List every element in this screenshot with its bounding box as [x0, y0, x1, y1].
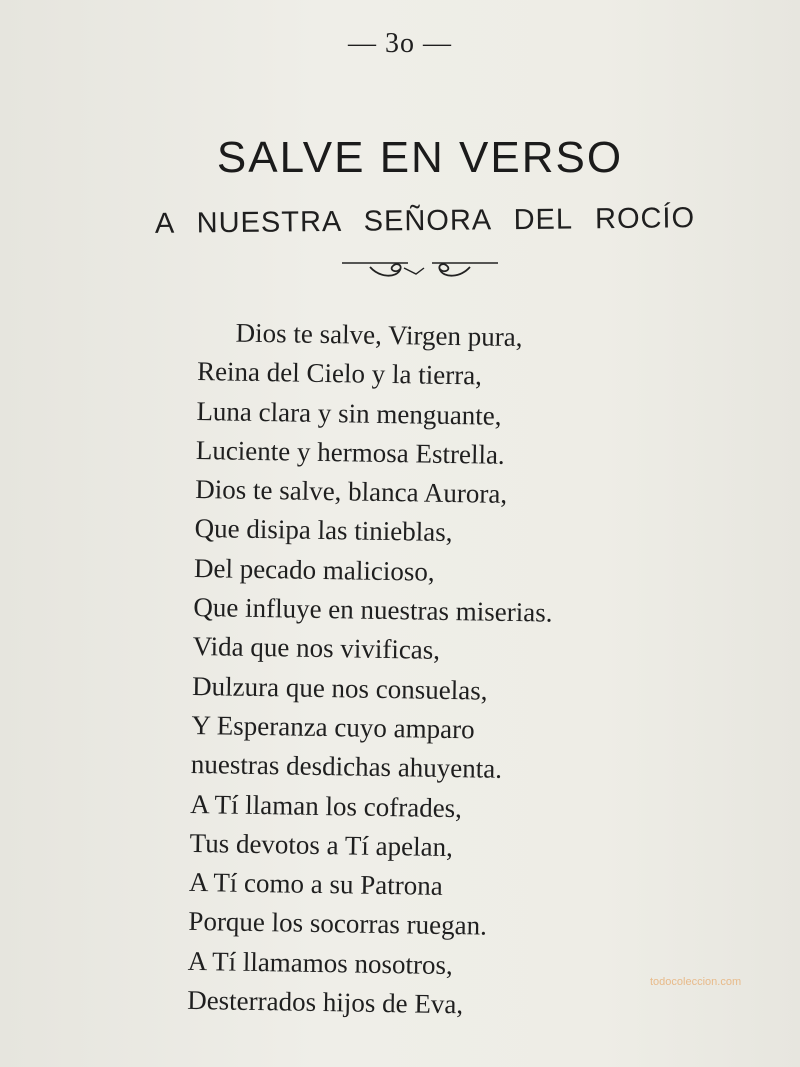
verse-line: Reina del Cielo y la tierra,: [196, 356, 483, 391]
verse-line: Dios te salve, blanca Aurora,: [194, 474, 508, 510]
verse-line: Desterrados hijos de Eva,: [186, 984, 464, 1020]
verse-line: Vida que nos vivificas,: [192, 631, 441, 666]
page-title: SALVE EN VERSO: [216, 133, 624, 182]
verse-line: Y Esperanza cuyo amparo: [191, 709, 475, 745]
verse-line: Luciente y hermosa Estrella.: [195, 434, 505, 470]
verse-line: A Tí llamamos nosotros,: [187, 945, 454, 980]
page-subtitle: A NUESTRA SEÑORA DEL ROCÍO: [154, 202, 696, 240]
verse-line: Que disipa las tinieblas,: [194, 513, 453, 548]
verse-line: Del pecado malicioso,: [193, 552, 435, 587]
page-number: — 3o —: [348, 28, 452, 59]
verse-line: A Tí llaman los cofrades,: [190, 788, 463, 823]
verse-line: A Tí como a su Patrona: [188, 867, 443, 902]
verse-line: nuestras desdichas ahuyenta.: [190, 749, 503, 785]
verse-line: Que influye en nuestras miserias.: [193, 592, 553, 628]
ornament-divider-icon: [340, 254, 500, 280]
verse-line: Dios te salve, Virgen pura,: [235, 317, 523, 353]
verse-line: Dulzura que nos consuelas,: [191, 670, 488, 706]
poem-verses: [187, 313, 678, 1028]
verse-line: Porque los socorras ruegan.: [188, 906, 488, 942]
watermark: todocoleccion.com: [650, 976, 742, 988]
verse-line: Luna clara y sin menguante,: [196, 395, 502, 431]
verse-line: Tus devotos a Tí apelan,: [189, 827, 454, 862]
